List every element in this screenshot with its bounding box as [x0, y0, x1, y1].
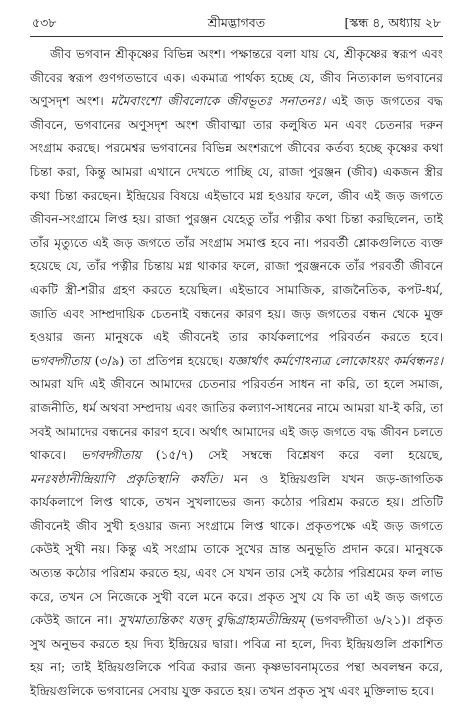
purport-paragraph [30, 43, 443, 704]
text-run: (ভগবদ্গীতা ৬/২১)। প্রকৃত সুখ অনুভব করতে হয় দিব্য ইন্দ্রিয়ের দ্বারা। পবিত্র না হলে, দিব্য ইন্দ্রিয়গুলি প্রকাশিত হয় না; তাই ইন্দ্রিয়গুলিকে পবিত্র করার জন্য কৃষ্ণভাবনামৃতের পন্থা অবলম্বন করে, ইন্দ্রিয়গুলিকে ভগবানের সেবায় যুক্ত করতে হয়। তখন প্রকৃত সুখ এবং মুক্তিলাভ হবে। [30, 613, 443, 699]
book-title: শ্রীমদ্ভাগবত [207, 15, 266, 30]
page-body [30, 43, 443, 704]
section-reference: [স্কন্ধ ৪, অধ্যায় ২৮ [344, 15, 441, 30]
text-run: জীব ভগবান শ্রীকৃষ্ণের বিভিন্ন অংশ। পক্ষান্তরে বলা যায় যে, শ্রীকৃষ্ণের স্বরূপ এবং জীবের স্বরূপ গুণগতভাবে এক। একমাত্র পার্থক্য হচ্ছে যে, জীব নিত্যকাল ভগবানের অণুসদৃশ অংশ। [30, 47, 443, 109]
text-run: আমরা যদি এই জীবনে আমাদের চেতনার পরিবর্তন সাধন না করি, তা হলে সমাজ, রাজনীতি, ধর্ম অথবা সম্প্রদায় এবং জাতির কল্যাণ-সাধনের নামে আমরা যা-ই করি, তা সবই আমাদের বন্ধনের কারণ হবে। অর্থাৎ আমাদের এই জড় জগতে বদ্ধ জীবন চলতে থাকবে। [30, 377, 443, 463]
text-run: এই জড় জগতের বদ্ধ জীবনে, ভগবানের অণুসদৃশ অংশ জীবাত্মা তার কলুষিত মন এবং চেতনার দরুন সংগ্রাম করছে। পরমেশ্বর ভগবানের বিভিন্ন অংশরূপে জীবের কর্তব্য হচ্ছে কৃষ্ণের কথা চিন্তা করা, কিন্তু আমরা এখানে দেখতে পাচ্ছি যে, রাজা পুরঞ্জন (জীব) একজন স্ত্রীর কথা চিন্তা করছেন। ইন্দ্রিয়ের বিষয়ে এইভাবে মগ্ন হওয়ার ফলে, জীব এই জড় জগতে জীবন-সংগ্রামে লিপ্ত হয়। রাজা পুরঞ্জন যেহেতু তাঁর পত্নীর কথা চিন্তা করছিলেন, তাই তাঁর মৃত্যুতে এই জড় জগতে তাঁর সংগ্রাম সমাপ্ত হবে না। পরবর্তী শ্লোকগুলিতে ব্যক্ত হয়েছে যে, তাঁর পত্নীর চিন্তায় মগ্ন থাকার ফলে, রাজা পুরঞ্জনকে তাঁর পরবর্তী জীবনে একটি স্ত্রী-শরীর গ্রহণ করতে হয়েছিল। এইভাবে সামাজিক, রাজনৈতিক, কপট-ধর্ম, জাতি এবং সাম্প্রদায়িক চেতনাই বন্ধনের কারণ হয়। জড় জগতের বন্ধন থেকে মুক্ত হওয়ার জন্য মানুষকে এই জীবনেই তার কার্যকলাপের পরিবর্তন করতে হবে। [30, 94, 443, 345]
quoted-verse: মনঃষষ্ঠানীন্দ্রিয়াণি প্রকৃতিস্থানি কর্ষতি। [30, 471, 223, 486]
text-run: (১৫/৭) সেই সম্বন্ধে বিশ্লেষণ করে বলা হয়েছে, [140, 448, 443, 463]
quoted-verse: মমৈবাংশো জীবলোকে জীবভূতঃ সনাতনঃ। [110, 94, 326, 109]
page-number: ৫৩৮ [32, 15, 57, 30]
text-run: (৩/৯) তা প্রতিপন্ন হয়েছে। [90, 353, 228, 368]
quoted-verse: ভগবদ্গীতায় [80, 448, 141, 463]
text-run: মন ও ইন্দ্রিয়গুলি যখন জড়-জাগতিক কার্যকলাপে লিপ্ত থাকে, তখন সুখলাভের জন্য কঠোর পরিশ্রম করতে হয়। প্রতিটি জীবনেই জীব সুখী হওয়ার জন্য সংগ্রামে লিপ্ত থাকে। প্রকৃতপক্ষে এই জড় জগতে কেউই সুখী নয়। কিন্তু এই সংগ্রাম তাকে সুখের ভ্রান্ত অনুভূতি প্রদান করে। মানুষকে অত্যন্ত কঠোর পরিশ্রম করতে হয়, এবং সে যখন তার সেই কঠোর পরিশ্রমের ফল লাভ করে, তখন সে নিজেকে সুখী বলে মনে করে। প্রকৃত সুখ যে কি তা এই জড় জগতে কেউই জানে না। [30, 471, 443, 628]
header-rule [30, 36, 443, 37]
running-header [30, 12, 443, 34]
quoted-verse: সুখমাত্যন্তিকং যত্তদ্ বুদ্ধিগ্রাহ্যমতীন্দ্রিয়ম্ [118, 613, 305, 628]
quoted-verse: যজ্ঞার্থাৎ কর্মণোঽন্যত্র লোকোঽয়ং কর্মবন্ধনঃ। [227, 353, 443, 368]
quoted-verse: ভগবদ্গীতায় [30, 353, 91, 368]
